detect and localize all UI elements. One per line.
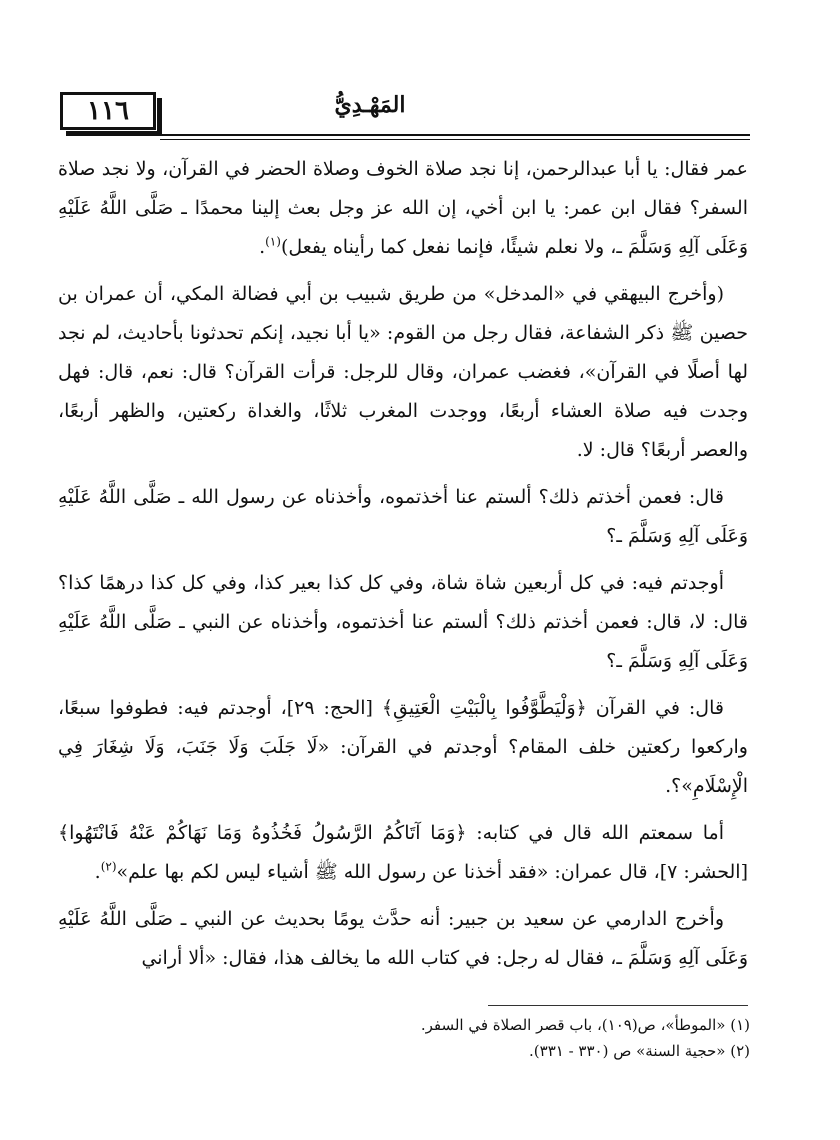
footnote: (١) «الموطأ»، ص(١٠٩)، باب قصر الصلاة في السفر. xyxy=(420,1016,750,1034)
paragraph xyxy=(58,478,748,556)
paragraph: عمر فقال: يا أبا عبدالرحمن، إنا نجد صلاة الخوف وصلاة الحضر في القرآن، ولا نجد صلاة السفر؟ فقال ابن عمر: يا ابن أخي، إن الله عز وجل بعث إلينا محمدًا ـ صَلَّى اللَّهُ عَلَيْهِ وَعَلَى آلِهِ وَسَلَّمَ ـ، ولا نعلم شيئًا، فإنما نفعل كما رأيناه يفعل)$^{(١)}$. xyxy=(58,158,749,258)
paragraph xyxy=(58,564,748,681)
page-number: ١١٦ xyxy=(60,92,156,130)
paragraph xyxy=(58,275,748,470)
paragraph xyxy=(58,689,748,806)
paragraph-text: قال: فعمن أخذتم ذلك؟ ألستم عنا أخذتموه، وأخذناه عن رسول الله ـ صَلَّى اللَّهُ عَلَيْهِ وَعَلَى آلِهِ وَسَلَّمَ ـ؟ xyxy=(58,486,748,547)
footnote-ref: (٢) xyxy=(100,859,117,874)
paragraph-text: عمر فقال: يا أبا عبدالرحمن، إنا نجد صلاة الخوف وصلاة الحضر في القرآن، ولا نجد صلاة السفر؟ فقال ابن عمر: يا ابن أخي، إن الله عز وجل بعث إلينا محمدًا ـ صَلَّى اللَّهُ عَلَيْهِ وَعَلَى آلِهِ وَسَلَّمَ ـ، ولا نعلم شيئًا، فإنما نفعل كما رأيناه يفعل) xyxy=(58,158,749,258)
paragraph-text: (وأخرج البيهقي في «المدخل» من طريق شبيب بن أبي فضالة المكي، أن عمران بن حصين ﷺ ذكر الشفاعة، فقال رجل من القوم: «يا أبا نجيد، إنكم تحدثونا بأحاديث، لم نجد لها أصلًا في القرآن»، فغضب عمران، وقال للرجل: قرأت القرآن؟ قال: نعم، قال: فهل وجدت فيه صلاة العشاء أربعًا، ووجدت المغرب ثلاثًا، والغداة ركعتين، والظهر أربعًا، والعصر أربعًا؟ قال: لا. xyxy=(58,283,748,461)
running-title: المَهْـدِيُّ xyxy=(334,92,406,118)
paragraph xyxy=(58,900,748,978)
paragraph-text: قال: في القرآن ﴿وَلْيَطَّوَّفُوا بِالْبَيْتِ الْعَتِيقِ﴾ [الحج: ٢٩]، أوجدتم فيه: فطوفوا سبعًا، واركعوا ركعتين خلف المقام؟ أوجدتم في القرآن: «لَا جَلَبَ وَلَا جَنَبَ، وَلَا شِغَارَ فِي الْإِسْلَامِ»؟. xyxy=(58,697,748,797)
footnote-separator xyxy=(488,1005,748,1006)
paragraph-text: وأخرج الدارمي عن سعيد بن جبير: أنه حدَّث يومًا بحديث عن النبي ـ صَلَّى اللَّهُ عَلَيْهِ وَعَلَى آلِهِ وَسَلَّمَ ـ، فقال له رجل: في كتاب الله ما يخالف هذا، فقال: «ألا أراني xyxy=(58,908,748,969)
footnote-ref: (١) xyxy=(265,234,281,249)
paragraph-text: أوجدتم فيه: في كل أربعين شاة شاة، وفي كل كذا بعير كذا، وفي كل كذا درهمًا كذا؟ قال: لا، قال: فعمن أخذتم ذلك؟ ألستم عنا أخذتموه، وأخذناه عن النبي ـ صَلَّى اللَّهُ عَلَيْهِ وَعَلَى آلِهِ وَسَلَّمَ ـ؟ xyxy=(58,572,748,672)
paragraph-text: أما سمعتم الله قال في كتابه: ﴿وَمَا آتَاكُمُ الرَّسُولُ فَخُذُوهُ وَمَا نَهَاكُمْ عَنْهُ فَانْتَهُوا﴾ [الحشر: ٧]، قال عمران: «فقد أخذنا عن رسول الله ﷺ أشياء ليس لكم بها علم» xyxy=(58,822,748,883)
header-rule xyxy=(160,134,750,136)
footnotes xyxy=(60,1012,750,1064)
footnote: (٢) «حجية السنة» ص (٣٣٠ - ٣٣١). xyxy=(529,1042,750,1060)
page-header xyxy=(60,92,750,140)
main-text xyxy=(58,150,748,986)
paragraph: أما سمعتم الله قال في كتابه: ﴿وَمَا آتَاكُمُ الرَّسُولُ فَخُذُوهُ وَمَا نَهَاكُمْ عَنْهُ فَانْتَهُوا﴾ [الحشر: ٧]، قال عمران: «فقد أخذنا عن رسول الله ﷺ أشياء ليس لكم بها علم»$^{(٢)}$. xyxy=(58,822,748,883)
header-rule-thin xyxy=(160,139,750,140)
